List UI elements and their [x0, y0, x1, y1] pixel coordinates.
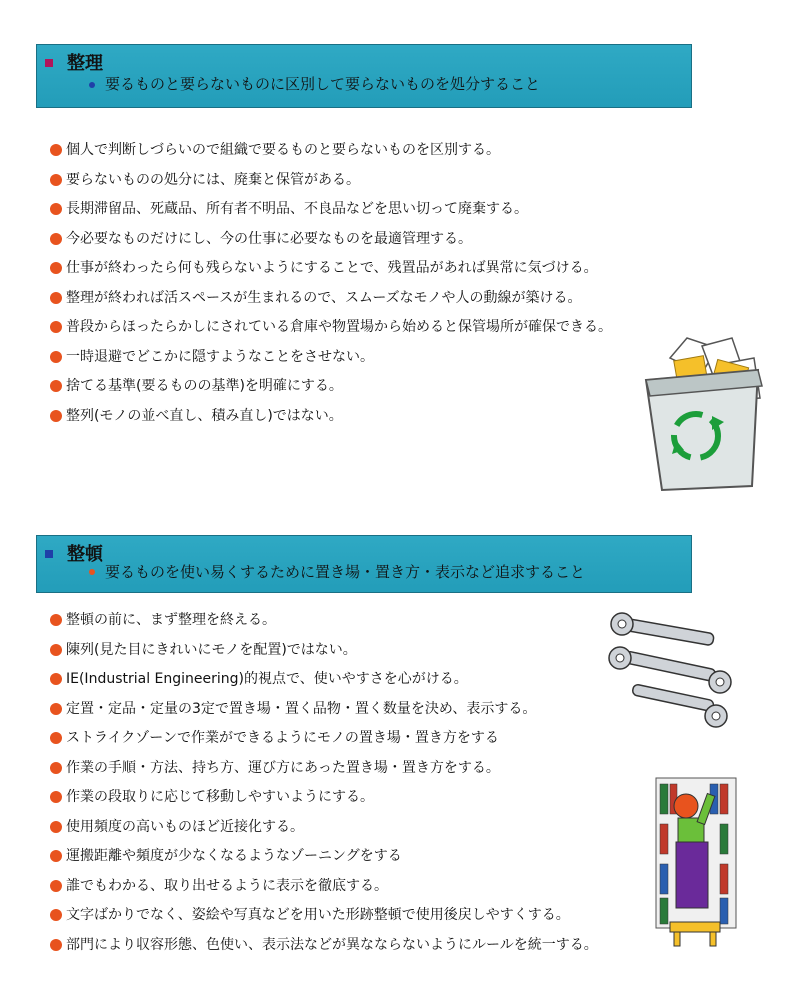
list-item-text: 整理が終われば活スペースが生まれるので、スムーズなモノや人の動線が築ける。 — [66, 289, 582, 306]
seiton-list-item — [48, 759, 598, 789]
orange-bullet-icon — [50, 262, 62, 274]
orange-bullet-icon — [50, 673, 62, 685]
list-item-text: 要らないものの処分には、廃棄と保管がある。 — [66, 171, 360, 188]
list-item-text: 普段からほったらかしにされている倉庫や物置場から始めると保管場所が確保できる。 — [66, 319, 612, 335]
seiton-list-item — [48, 641, 598, 671]
list-item-text: 整列(モノの並べ直し、積み直し)ではない。 — [66, 407, 343, 424]
list-item-text: 運搬距離や頻度が少なくなるようなゾーニングをする — [66, 848, 402, 864]
list-item-text: 部門により収容形態、色使い、表示法などが異なならないようにルールを統一する。 — [66, 936, 598, 953]
subtitle-bullet — [89, 82, 95, 88]
list-item-text: 作業の段取りに応じて移動しやすいようにする。 — [66, 789, 374, 805]
list-item-text: 整頓の前に、まず整理を終える。 — [66, 612, 276, 628]
orange-bullet-icon — [50, 703, 62, 715]
list-item-text: ストライクゾーンで作業ができるようにモノの置き場・置き方をする — [66, 730, 499, 746]
orange-bullet-icon — [50, 174, 62, 186]
orange-bullet-icon — [50, 292, 62, 304]
list-item-text: 今必要なものだけにし、今の仕事に必要なものを最適管理する。 — [66, 230, 472, 247]
orange-bullet-icon — [50, 321, 62, 333]
list-item-text: 捨てる基準(要るものの基準)を明確にする。 — [66, 378, 343, 394]
seiton-list-item — [48, 847, 598, 877]
seiri-banner — [36, 44, 692, 108]
list-item-text: 定置・定品・定量の3定で置き場・置く品物・置く数量を決め、表示する。 — [66, 700, 537, 717]
orange-bullet-icon — [50, 614, 62, 626]
list-item-text: 文字ばかりでなく、姿絵や写真などを用いた形跡整頓で使用後戻しやすくする。 — [66, 907, 570, 923]
seiri-list-item — [48, 171, 612, 201]
seiri-list-item — [48, 407, 612, 437]
seiton-banner — [36, 535, 692, 593]
section-square-bullet — [45, 59, 53, 67]
list-item-text: 作業の手順・方法、持ち方、運び方にあった置き場・置き方をする。 — [66, 759, 500, 776]
orange-bullet-icon — [50, 144, 62, 156]
list-item-text: 使用頻度の高いものほど近接化する。 — [66, 818, 304, 835]
seiri-list-item — [48, 348, 612, 378]
list-item-text: 仕事が終わったら何も残らないようにすることで、残置品があれば異常に気づける。 — [66, 260, 598, 276]
list-item-text: 長期滞留品、死蔵品、所有者不明品、不良品などを思い切って廃棄する。 — [66, 201, 528, 217]
seiton-list-item — [48, 936, 598, 966]
orange-bullet-icon — [50, 410, 62, 422]
recycle-bin-icon — [632, 318, 772, 498]
orange-bullet-icon — [50, 233, 62, 245]
seiton-list-item — [48, 670, 598, 700]
seiri-title: 整理 — [67, 53, 103, 74]
orange-bullet-icon — [50, 380, 62, 392]
seiton-list-item — [48, 788, 598, 818]
list-item-text: 一時退避でどこかに隠すようなことをさせない。 — [66, 348, 374, 365]
seiton-title: 整頓 — [67, 544, 103, 565]
list-item-text: 誰でもわかる、取り出せるように表示を徹底する。 — [66, 877, 388, 894]
seiri-list-item — [48, 259, 612, 289]
orange-bullet-icon — [50, 821, 62, 833]
seiton-list-item — [48, 729, 598, 759]
wrench-set-icon — [604, 612, 734, 732]
orange-bullet-icon — [50, 909, 62, 921]
seiri-list-item — [48, 289, 612, 319]
seiton-list-item — [48, 818, 598, 848]
orange-bullet-icon — [50, 880, 62, 892]
list-item-text: 陳列(見た目にきれいにモノを配置)ではない。 — [66, 641, 357, 658]
seiton-list-item — [48, 700, 598, 730]
orange-bullet-icon — [50, 644, 62, 656]
orange-bullet-icon — [50, 791, 62, 803]
orange-bullet-icon — [50, 850, 62, 862]
list-item-text: 個人で判断しづらいので組織で要るものと要らないものを区別する。 — [66, 142, 500, 158]
seiton-list-item — [48, 906, 598, 936]
seiri-list-item — [48, 141, 612, 171]
orange-bullet-icon — [50, 203, 62, 215]
seiri-item-list — [48, 141, 612, 436]
person-arranging-bookshelf-icon — [648, 772, 744, 950]
subtitle-bullet — [89, 569, 95, 575]
orange-bullet-icon — [50, 762, 62, 774]
seiri-list-item — [48, 230, 612, 260]
orange-bullet-icon — [50, 351, 62, 363]
seiri-list-item — [48, 377, 612, 407]
seiton-item-list — [48, 611, 598, 965]
seiri-list-item — [48, 200, 612, 230]
seiton-subtitle: 要るものを使い易くするために置き場・置き方・表示など追求すること — [105, 563, 586, 581]
seiton-list-item — [48, 611, 598, 641]
section-square-bullet — [45, 550, 53, 558]
seiri-subtitle: 要るものと要らないものに区別して要らないものを処分すること — [105, 75, 541, 93]
orange-bullet-icon — [50, 732, 62, 744]
orange-bullet-icon — [50, 939, 62, 951]
seiri-list-item — [48, 318, 612, 348]
list-item-text: IE(Industrial Engineering)的視点で、使いやすさを心がける。 — [66, 671, 468, 687]
seiton-list-item — [48, 877, 598, 907]
